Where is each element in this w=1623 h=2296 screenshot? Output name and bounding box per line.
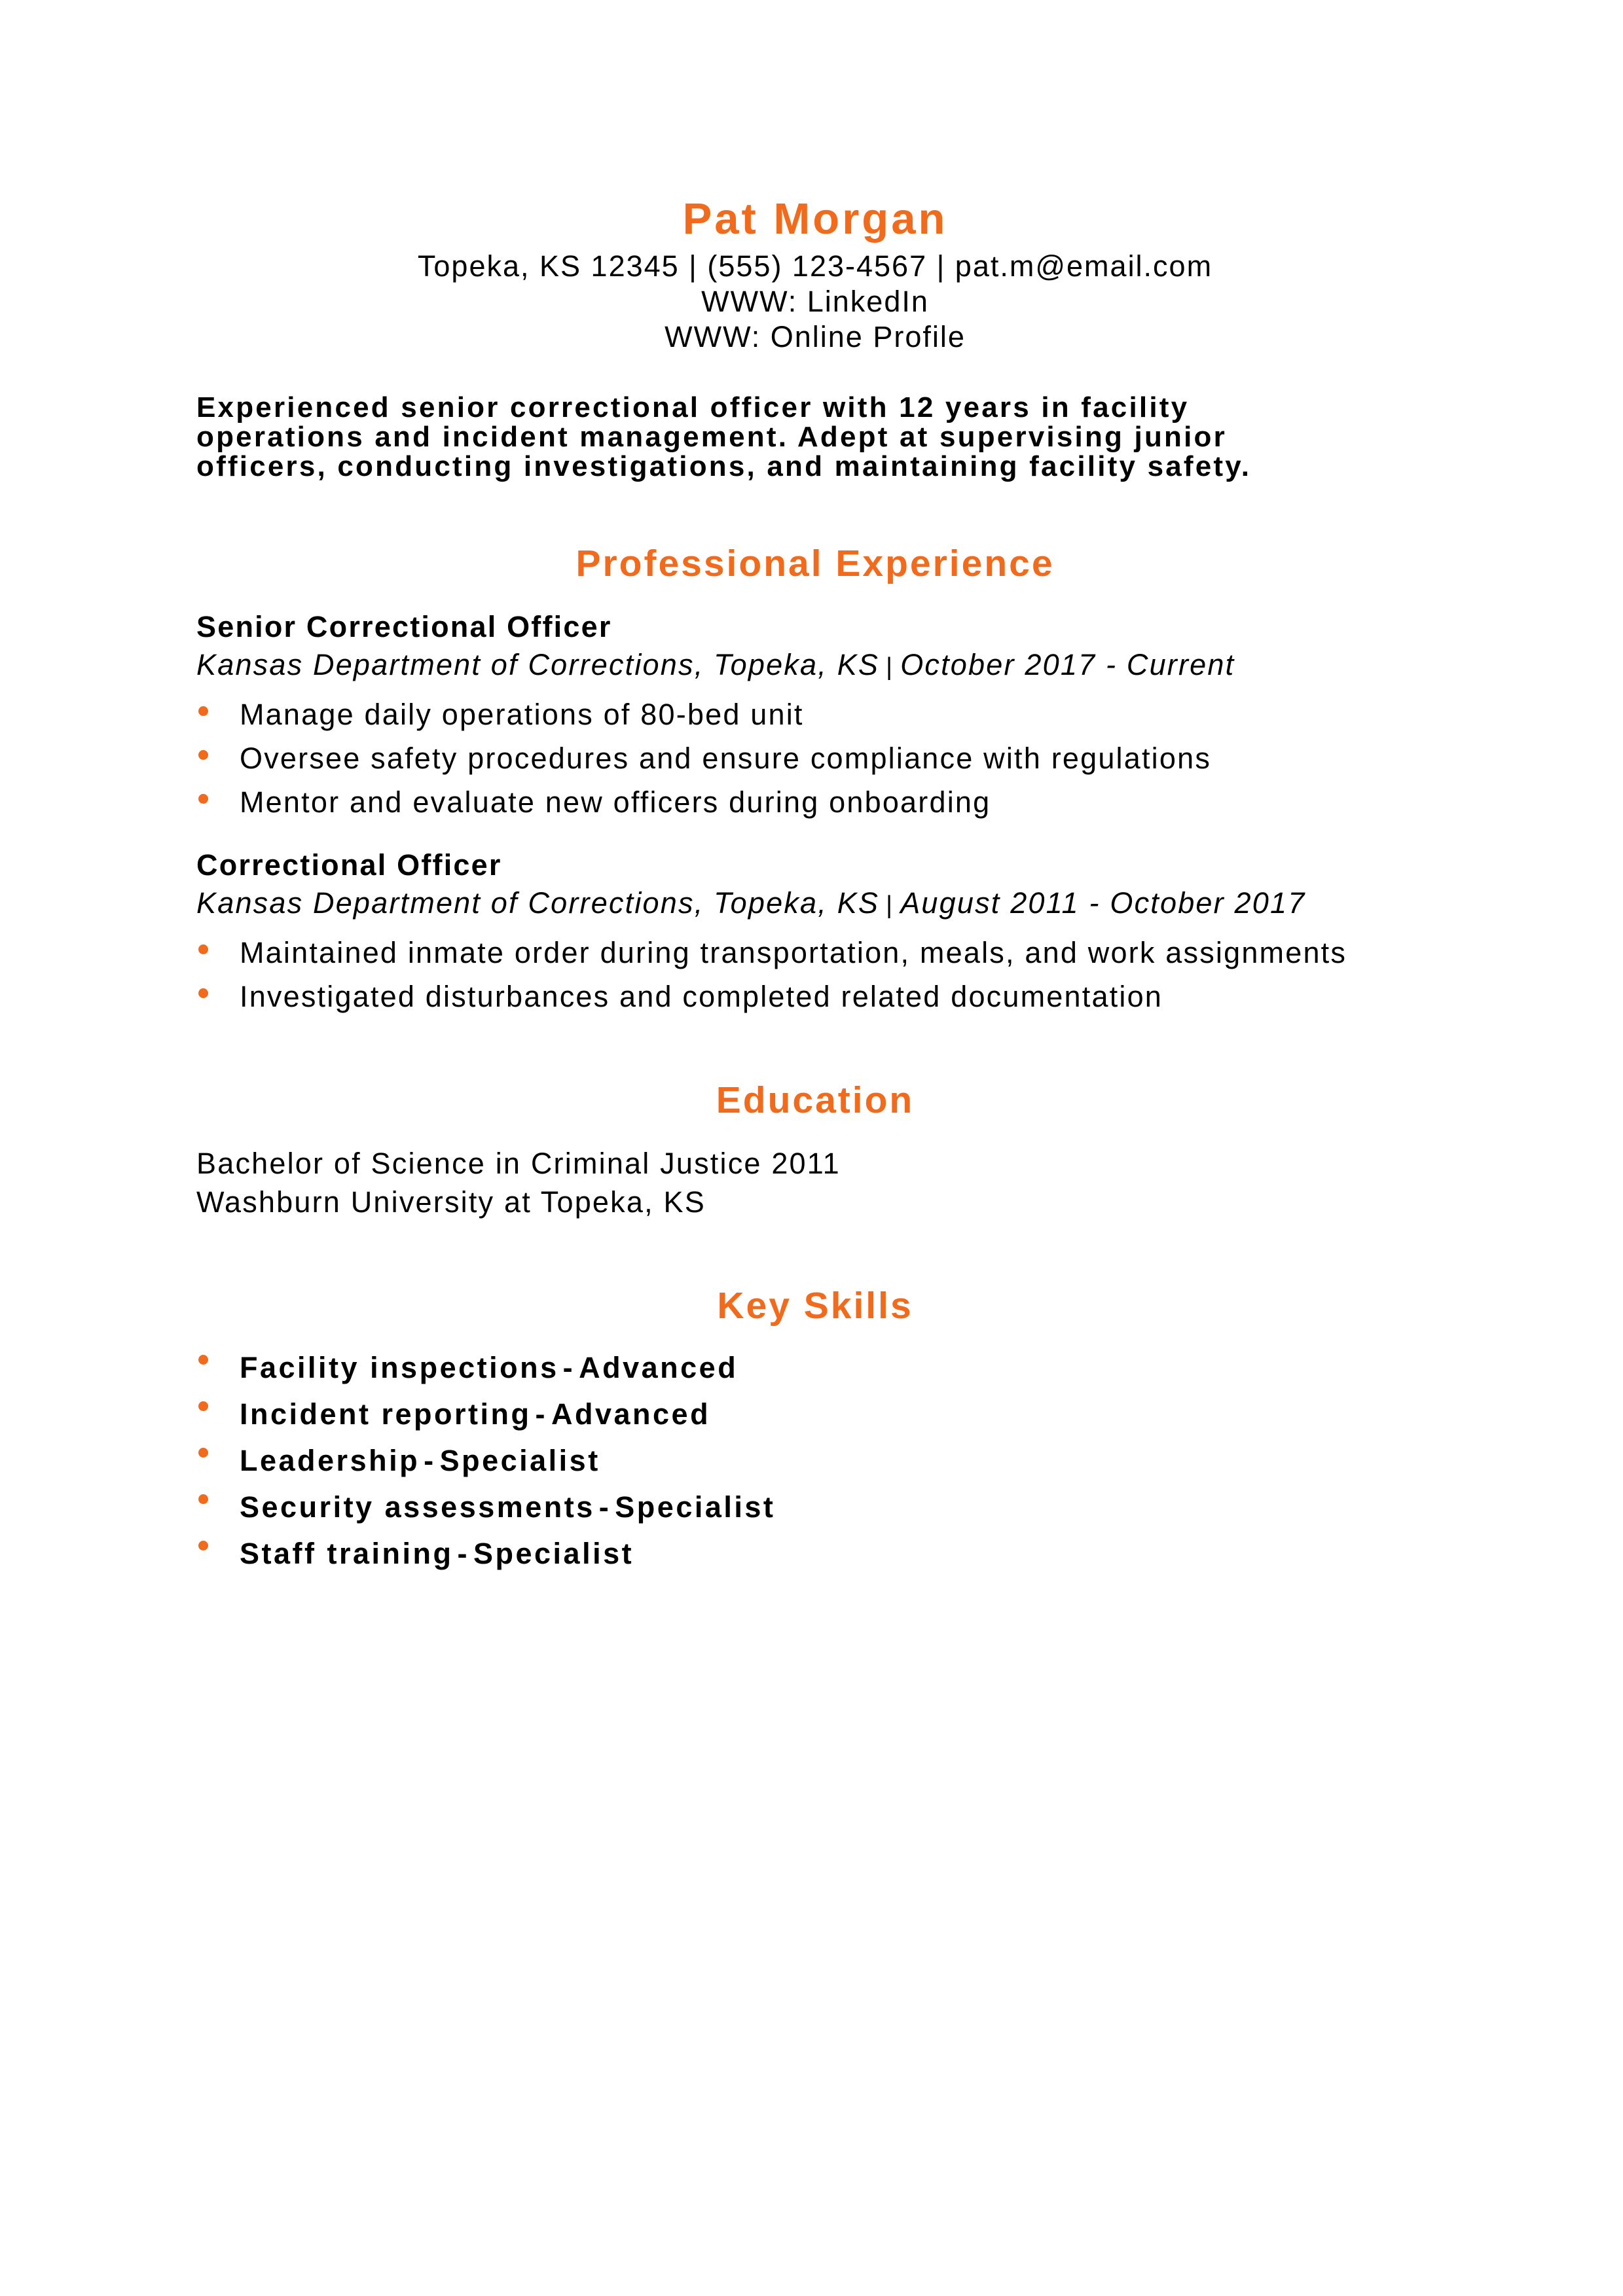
bullet-dot-icon <box>198 1494 208 1504</box>
duty-text: Mentor and evaluate new officers during onboarding <box>240 785 991 819</box>
list-item <box>196 780 1434 824</box>
skill-item <box>196 1391 1434 1437</box>
skill-separator: - <box>562 1351 575 1384</box>
degree: Bachelor of Science in Criminal Justice 2011 <box>196 1147 841 1180</box>
education-entry <box>196 1144 1434 1221</box>
job-dates: August 2011 - October 2017 <box>900 886 1306 920</box>
resume-page <box>196 190 1434 1577</box>
skills-heading: Key Skills <box>717 1285 913 1327</box>
job-employer: Kansas Department of Corrections, Topeka, KS <box>196 886 880 920</box>
summary-line: Experienced senior correctional officer with 12 years in facility <box>196 391 1190 423</box>
bullet-dot-icon <box>198 988 208 998</box>
contact-info: Topeka, KS 12345 | (555) 123-4567 | pat.m@email.com <box>417 249 1213 283</box>
job-employer-dates <box>196 884 1434 924</box>
professional-summary <box>196 393 1434 481</box>
skill-separator: - <box>598 1490 611 1524</box>
summary-line: officers, conducting investigations, and maintaining facility safety. <box>196 450 1252 482</box>
meta-separator: | <box>886 891 894 919</box>
skill-item <box>196 1484 1434 1530</box>
experience-heading: Professional Experience <box>575 543 1055 584</box>
candidate-name: Pat Morgan <box>682 194 948 243</box>
list-item <box>196 736 1434 780</box>
skill-item <box>196 1437 1434 1484</box>
skills-list <box>196 1344 1434 1577</box>
list-item <box>196 931 1434 975</box>
bullet-dot-icon <box>198 1448 208 1458</box>
duty-text: Investigated disturbances and completed related documentation <box>240 980 1163 1013</box>
list-item <box>196 692 1434 736</box>
skill-name: Security assessments <box>240 1490 595 1524</box>
skill-item <box>196 1344 1434 1391</box>
bullet-dot-icon <box>198 1355 208 1365</box>
bullet-dot-icon <box>198 750 208 760</box>
summary-line: operations and incident management. Adept at supervising junior <box>196 421 1227 453</box>
school: Washburn University at Topeka, KS <box>196 1185 706 1219</box>
skill-separator: - <box>535 1397 547 1431</box>
skill-name: Staff training <box>240 1537 454 1570</box>
bullet-dot-icon <box>198 944 208 954</box>
bullet-dot-icon <box>198 794 208 804</box>
duty-text: Manage daily operations of 80-bed unit <box>240 698 804 731</box>
skill-name: Facility inspections <box>240 1351 559 1384</box>
job-duties <box>196 931 1434 1018</box>
meta-separator: | <box>886 653 894 681</box>
bullet-dot-icon <box>198 1401 208 1411</box>
education-heading: Education <box>716 1079 915 1121</box>
job-title: Senior Correctional Officer <box>196 610 612 643</box>
job-title: Correctional Officer <box>196 848 502 882</box>
skill-level: Specialist <box>439 1444 600 1477</box>
skill-level: Advanced <box>579 1351 739 1384</box>
resume-header <box>196 190 1434 355</box>
job-dates: October 2017 - Current <box>900 648 1235 681</box>
duty-text: Oversee safety procedures and ensure compliance with regulations <box>240 742 1212 775</box>
duty-text: Maintained inmate order during transportation, meals, and work assignments <box>240 936 1347 969</box>
job-duties <box>196 692 1434 824</box>
skill-level: Advanced <box>551 1397 711 1431</box>
skill-item <box>196 1530 1434 1577</box>
skill-separator: - <box>424 1444 436 1477</box>
job-employer-dates <box>196 646 1434 686</box>
online-profile-link[interactable]: WWW: Online Profile <box>665 320 966 353</box>
job-employer: Kansas Department of Corrections, Topeka, KS <box>196 648 880 681</box>
job-entry <box>196 608 1434 824</box>
skill-level: Specialist <box>473 1537 634 1570</box>
linkedin-link[interactable]: WWW: LinkedIn <box>701 285 929 318</box>
skill-level: Specialist <box>615 1490 776 1524</box>
skill-separator: - <box>457 1537 469 1570</box>
skill-name: Leadership <box>240 1444 420 1477</box>
list-item <box>196 975 1434 1018</box>
bullet-dot-icon <box>198 1541 208 1551</box>
bullet-dot-icon <box>198 706 208 716</box>
skill-name: Incident reporting <box>240 1397 532 1431</box>
job-entry <box>196 846 1434 1018</box>
